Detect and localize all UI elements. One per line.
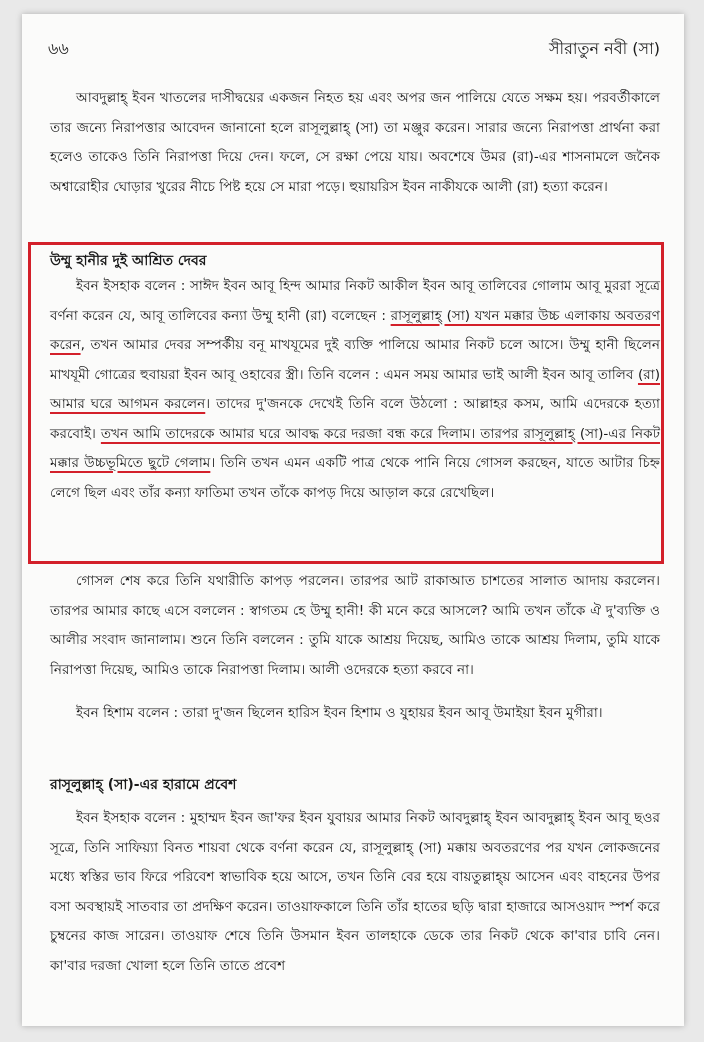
- section-heading-1: উম্মু হানীর দুই আশ্রিত দেবর: [50, 253, 207, 269]
- underlined-phrase-3: তখন আমি তাদেরকে আমার ঘরে আবদ্ধ করে দরজা বন্ধ করে দিলাম। তারপর রাসূলুল্লাহ্ (সা)-এর নিকট মক্কার উচ্চভূমিতে ছুটে গেলাম: [50, 425, 660, 471]
- paragraph-2-text-d: । তিনি তখন এমন একটি পাত্র থেকে পানি নিয়ে গোসল করছেন, যাতে আটার চিহ্ন লেগে ছিল এবং তাঁর কন্যা ফাতিমা তখন তাঁকে কাপড় দিয়ে আড়াল করে রেখেছিল।: [50, 455, 660, 501]
- paragraph-2-text-b: , তখন আমার দেবর সম্পর্কীয় বনূ মাখযূমের দুই ব্যক্তি পালিয়ে আমার নিকট চলে আসে। উম্মু হানী ছিলেন মাখযূমী গোত্রের হুবায়রা ইবন আবূ ওহাবের স্ত্রী। তিনি বলেন : এমন সময় আমার ভাই আলী ইবন আবূ তালিব: [50, 337, 660, 383]
- book-page: [22, 14, 684, 1026]
- paragraph-2: [50, 272, 660, 508]
- page-number: ৬৬: [48, 39, 69, 58]
- paragraph-2-text-c: । তাদের দু'জনকে দেখেই তিনি বলে উঠলো : আল্লাহর কসম, আমি এদেরকে হত্যা করবোই।: [50, 396, 660, 442]
- paragraph-3: গোসল শেষ করে তিনি যথারীতি কাপড় পরলেন। তারপর আট রাকাআত চাশতের সালাত আদায় করলেন। তারপর আমার কাছে এসে বললেন : স্বাগতম হে উম্মু হানী! কী মনে করে আসলে? আমি তখন তাঁকে ঐ দু'ব্যক্তি ও আলীর সংবাদ জানালাম। শুনে তিনি বললেন : তুমি যাকে আশ্রয় দিয়েছ, আমিও তাকে আশ্রয় দিলাম, তুমি যাকে নিরাপত্তা দিয়েছ, আমিও তাকে নিরাপত্তা দিলাম। আলী ওদেরকে হত্যা করবে না।: [50, 573, 660, 678]
- underlined-phrase-1: রাসূলুল্লাহ্ (সা) যখন মক্কার উচ্চ এলাকায় অবতরণ করেন: [50, 307, 661, 353]
- paragraph-1: আবদুল্লাহ্ ইবন খাতলের দাসীদ্বয়ের একজন নিহত হয় এবং অপর জন পালিয়ে যেতে সক্ষম হয়। পরবর্তীকালে তার জন্যে নিরাপত্তার আবেদন জানানো হলে রাসূলুল্লাহ্ (সা) তা মঞ্জুর করেন। সারার জন্যে নিরাপত্তা প্রার্থনা করা হলেও তাকেও তিনি নিরাপত্তা দিয়ে দেন। ফলে, সে রক্ষা পেয়ে যায়। অবশেষে উমর (রা)-এর শাসনামলে জনৈক অশ্বারোহীর ঘোড়ার খুরের নীচে পিষ্ট হয়ে সে মারা পড়ে। হুয়ায়রিস ইবন নাকীযকে আলী (রা) হত্যা করেন।: [50, 90, 660, 195]
- paragraph-4: ইবন হিশাম বলেন : তারা দু'জন ছিলেন হারিস ইবন হিশাম ও যুহায়র ইবন আবূ উমাইয়া ইবন মুগীরা।: [76, 705, 603, 721]
- page-header: [48, 36, 660, 60]
- paragraph-5: ইবন ইসহাক বলেন : মুহাম্মদ ইবন জা'ফর ইবন যুবায়র আমার নিকট আবদুল্লাহ্ ইবন আবদুল্লাহ্ ইবন আবূ ছওর সূত্রে, তিনি সাফিয়্যা বিনত শায়বা থেকে বর্ণনা করেন যে, রাসূলুল্লাহ্ (সা) মক্কায় অবতরণের পর যখন লোকজনের মধ্যে স্বস্তির ভাব ফিরে পরিবেশ স্বাভাবিক হয়ে আসে, তখন তিনি বের হয়ে বায়তুল্লাহ্য় আসেন এবং বাহনের উপর বসা অবস্থায়ই সাতবার তা প্রদক্ষিণ করেন। তাওয়াফকালে তিনি তাঁর হাতের ছড়ি দ্বারা হাজারে আসওয়াদ স্পর্শ করে চুম্বনের কাজ সারেন। তাওয়াফ শেষে তিনি উসমান ইবন তালহাকে ডেকে তার নিকট থেকে কা'বার চাবি নেন। কা'বার দরজা খোলা হলে তিনি তাতে প্রবেশ: [50, 810, 660, 974]
- section-heading-2: রাসূলুল্লাহ্ (সা)-এর হারামে প্রবেশ: [50, 777, 237, 793]
- underlined-phrase-2: (রা) আমার ঘরে আগমন করলেন: [50, 366, 660, 412]
- paragraph-2-text-a: ইবন ইসহাক বলেন : সাঈদ ইবন আবূ হিন্দ আমার নিকট আকীল ইবন আবূ তালিবের গোলাম আবূ মুররা সূত্রে বর্ণনা করেন যে, আবূ তালিবের কন্যা উম্মু হানী (রা) বলেছেন :: [50, 278, 660, 324]
- running-title: সীরাতুন নবী (সা): [548, 39, 660, 58]
